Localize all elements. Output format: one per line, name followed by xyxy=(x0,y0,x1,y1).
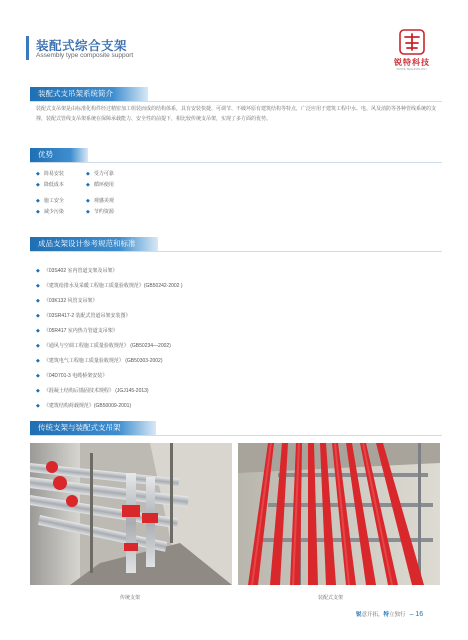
diamond-bullet-icon: ◆ xyxy=(36,268,40,274)
section-divider xyxy=(30,251,442,252)
standard-item: ◆ 《建筑电气工程施工质量验收规范》 (GB50303-2002) xyxy=(36,358,163,364)
diamond-bullet-icon: ◆ xyxy=(36,182,40,188)
photo-assembled-support xyxy=(238,443,440,585)
advantage-item: ◆ 节约资源 xyxy=(86,209,114,215)
page-footer: 锐意开拓，特立独行 – 16 xyxy=(356,611,424,618)
diamond-bullet-icon: ◆ xyxy=(36,283,40,289)
traditional-support-illustration xyxy=(30,443,232,585)
advantage-item: ◆ 循环使用 xyxy=(86,182,114,188)
diamond-bullet-icon: ◆ xyxy=(86,209,90,215)
diamond-bullet-icon: ◆ xyxy=(36,358,40,364)
section-divider xyxy=(30,162,442,163)
diamond-bullet-icon: ◆ xyxy=(36,388,40,394)
diamond-bullet-icon: ◆ xyxy=(36,209,40,215)
advantage-item: ◆ 简易安装 xyxy=(36,171,64,177)
section-divider xyxy=(30,435,442,436)
page-number: – 16 xyxy=(409,611,424,618)
diamond-bullet-icon: ◆ xyxy=(36,328,40,334)
advantage-item: ◆ 施工安全 xyxy=(36,198,64,204)
advantage-item: ◆ 降低成本 xyxy=(36,182,64,188)
logo-subtext: RUITE TECHNOLOGY xyxy=(396,67,428,71)
standard-item: ◆ 《通风与空调工程施工质量验收规范》 (GB50234—2002) xyxy=(36,343,171,349)
diamond-bullet-icon: ◆ xyxy=(36,373,40,379)
standard-item: ◆ 《04D701-3 电缆桥架安装》 xyxy=(36,373,108,379)
section-header-advantages: 优势 xyxy=(30,148,88,162)
diamond-bullet-icon: ◆ xyxy=(36,313,40,319)
section-divider xyxy=(30,101,442,102)
standard-item: ◆ 《建筑给排水及采暖工程施工质量验收规范》(GB50242-2002 ) xyxy=(36,283,183,289)
photo-traditional-support xyxy=(30,443,232,585)
section-header-standards: 成品支架设计参考规范和标准 xyxy=(30,237,158,251)
advantage-item: ◆ 减少污染 xyxy=(36,209,64,215)
section-header-intro: 装配式支吊架系统简介 xyxy=(30,87,148,101)
logo-text: 锐特科技 xyxy=(394,58,430,67)
section-header-comparison: 传统支架与装配式支吊架 xyxy=(30,421,156,435)
page-subtitle: Assembly type composite support xyxy=(36,52,134,59)
intro-text: 装配式支吊架是由标准化构件经过精密加工组装而成的结构体系，具有安装快捷、可调节、不破坏原有建筑结构等特点，广泛应用于建筑工程中水、电、风及消防等各种管线系统的支撑，装配式管线支吊架系统在保障承载能力、安全性的前提下，相比较传统支吊架，实现了多方面的优势。 xyxy=(36,106,437,122)
diamond-bullet-icon: ◆ xyxy=(36,403,40,409)
company-logo xyxy=(386,28,438,72)
caption-assembled: 装配式支架 xyxy=(318,595,344,601)
diamond-bullet-icon: ◆ xyxy=(86,182,90,188)
diamond-bullet-icon: ◆ xyxy=(36,198,40,204)
standard-item: ◆ 《03K132 风管支吊架》 xyxy=(36,298,98,304)
standard-item: ◆ 《建筑结构荷载规范》(GB50009-2001) xyxy=(36,403,132,409)
standard-item: ◆ 《05R417 室内热力管道支吊架》 xyxy=(36,328,118,334)
logo-seal-icon xyxy=(398,28,426,56)
advantage-item: ◆ 受力可靠 xyxy=(86,171,114,177)
title-accent-bar xyxy=(26,36,29,60)
caption-traditional: 传统支架 xyxy=(120,595,141,601)
diamond-bullet-icon: ◆ xyxy=(86,171,90,177)
diamond-bullet-icon: ◆ xyxy=(36,343,40,349)
standard-item: ◆ 《03SR417-2 装配式管道吊架安装图》 xyxy=(36,313,131,319)
standard-item: ◆ 《混凝土结构后锚固技术规程》 (JGJ145-2013) xyxy=(36,388,149,394)
diamond-bullet-icon: ◆ xyxy=(36,171,40,177)
standard-item: ◆ 《03S402 室内管道支架及吊架》 xyxy=(36,268,118,274)
advantage-item: ◆ 观感美观 xyxy=(86,198,114,204)
page-title: 装配式综合支架 xyxy=(36,39,128,53)
diamond-bullet-icon: ◆ xyxy=(36,298,40,304)
assembled-support-illustration xyxy=(238,443,440,585)
diamond-bullet-icon: ◆ xyxy=(86,198,90,204)
